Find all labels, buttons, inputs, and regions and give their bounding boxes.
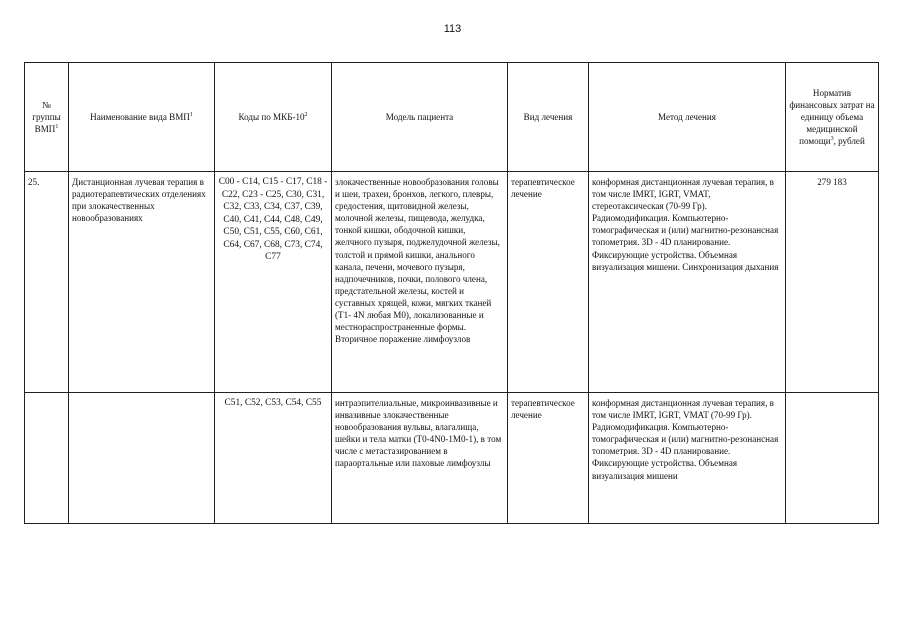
cell-patient-model: злокачественные новообразования головы и шеи, трахеи, бронхов, легкого, плевры, средостения, щитовидной железы, молочной железы, пищевода, желудка, тонкой кишки, ободочной кишки, желчного пузыря, поджелудочной железы, толстой и прямой кишки, анального канала, печени, мочевого пузыря, надпочечников, почки, полового члена, предстательной железы, костей и суставных хрящей, кожи, мягких тканей (T1- 4N любая M0), локализованные и местнораспространенные формы. Вторичное поражение лимфоузлов (332, 172, 508, 393)
cell-cost-norm (786, 393, 879, 524)
header-treatment-method: Метод лечения (589, 63, 786, 172)
table-row (25, 172, 879, 393)
cell-group-no (25, 393, 69, 524)
table-header-row (25, 63, 879, 172)
cell-treatment-method: конформная дистанционная лучевая терапия, в том числе IMRT, IGRT, VMAT, стереотаксическая (70-99 Гр). Радиомодификация. Компьютерно-томографическая и (или) магнитно-резонансная топометрия. 3D - 4D планирование. Фиксирующие устройства. Объемная визуализация мишени. Синхронизация дыхания (589, 172, 786, 393)
cell-icd-codes: C51, C52, C53, C54, C55 (215, 393, 332, 524)
header-icd-codes: Коды по МКБ-$10^2$ (215, 63, 332, 172)
cell-vmp-name (69, 393, 215, 524)
cell-icd-codes: C00 - C14, C15 - C17, C18 - C22, C23 - C25, C30, C31, C32, C33, C34, C37, C39, C40, C41, C44, C48, C49, C50, C51, C55, C60, C61, C64, C67, C68, C73, C74, C77 (215, 172, 332, 393)
page-number: 113 (443, 23, 462, 35)
header-patient-model: Модель пациента (332, 63, 508, 172)
cell-vmp-name: Дистанционная лучевая терапия в радиотерапевтических отделениях при злокачественных новообразованиях (69, 172, 215, 393)
header-vmp-name: Наименование вида ВМП$^1$ (69, 63, 215, 172)
cell-patient-model: интраэпителиальные, микроинвазивные и инвазивные злокачественные новообразования вульвы, влагалища, шейки и тела матки (T0-4N0-1M0-1), в том числе с метастазированием в параортальные или паховые лимфоузлы (332, 393, 508, 524)
cell-treatment-type: терапевтическое лечение (508, 172, 589, 393)
cell-cost-norm: 279 183 (786, 172, 879, 393)
header-treatment-type: Вид лечения (508, 63, 589, 172)
cell-group-no: 25. (25, 172, 69, 393)
cell-treatment-method: конформная дистанционная лучевая терапия, в том числе IMRT, IGRT, VMAT (70-99 Гр). Радиомодификация. Компьютерно-томографическая и (или) магнитно-резонансная топометрия. 3D - 4D планирование. Фиксирующие устройства. Объемная визуализация мишени (589, 393, 786, 524)
header-cost-norm: Норматив финансовых затрат на единицу объема медицинской помощи$^3$, рублей (786, 63, 879, 172)
vmp-table (24, 62, 879, 524)
cell-treatment-type: терапевтическое лечение (508, 393, 589, 524)
header-group-no: № группы ВМП$^1$ (25, 63, 69, 172)
table-row (25, 393, 879, 524)
